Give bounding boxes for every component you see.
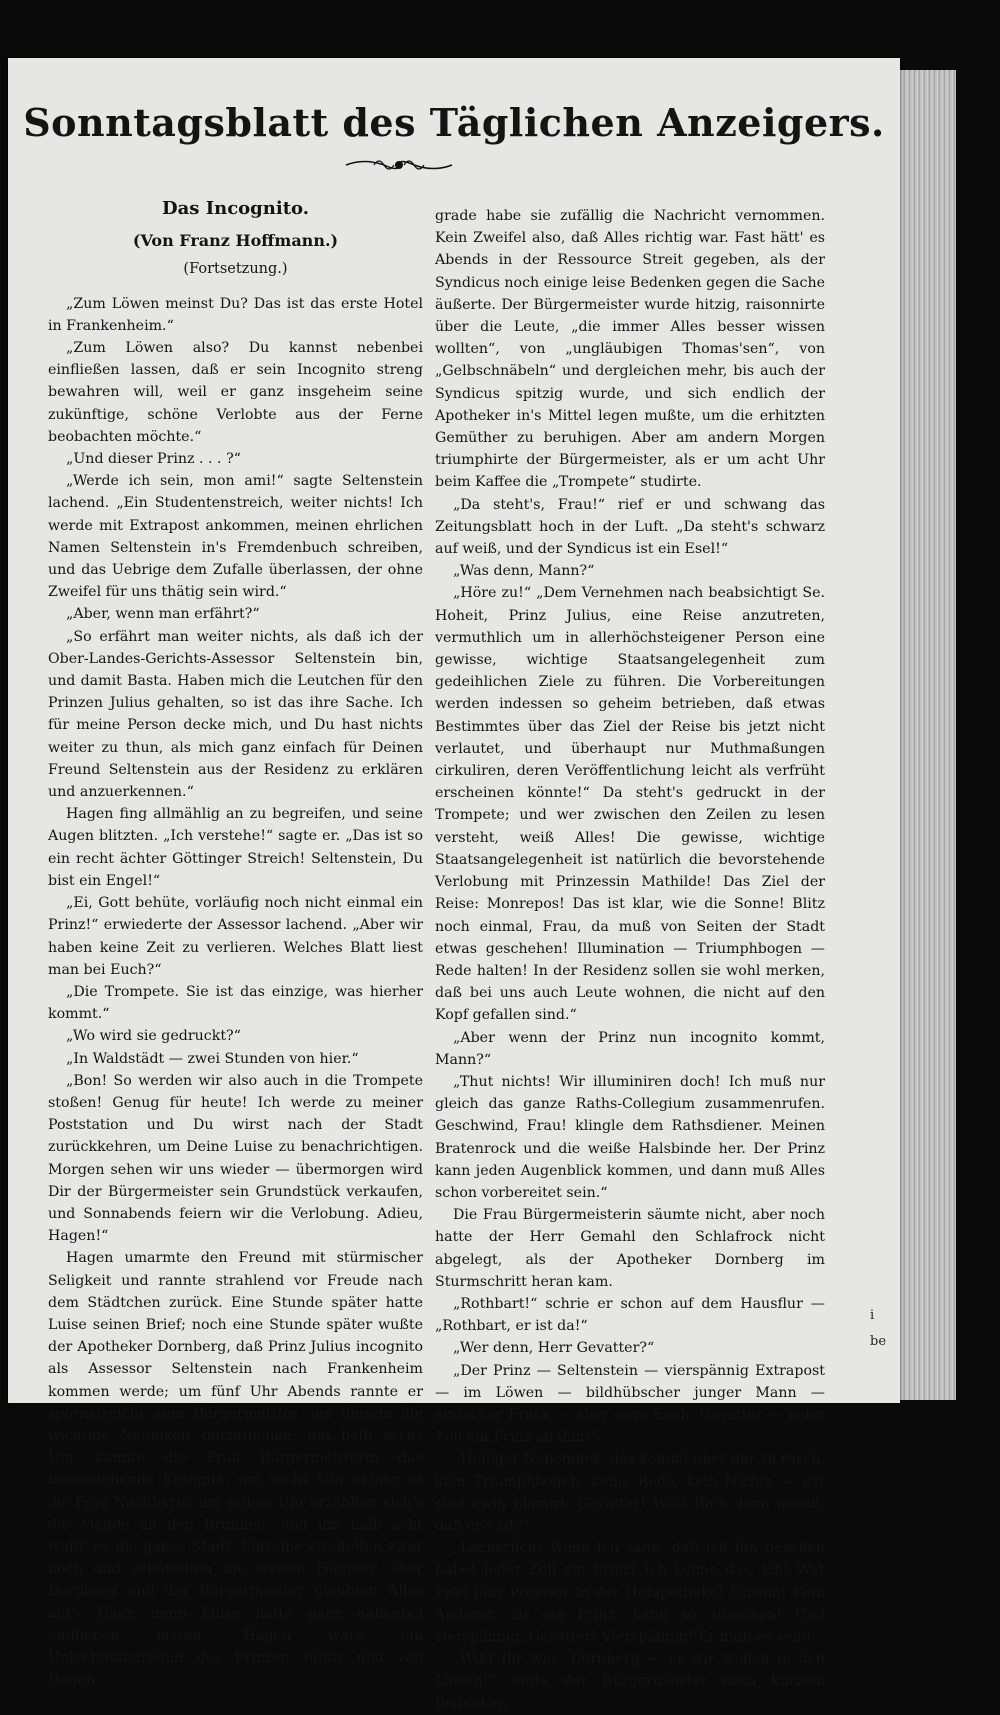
paragraph: Hagen fing allmählig an zu begreifen, und seine Augen blitzten. „Ich verstehe!“ sagte er. „Das ist so ein recht ächter Göttinger Streich! Seltenstein, Du bist ein Engel!“ bbox=[48, 806, 423, 889]
paragraph: „Wißt Ihr was, Dornberg — er wir wollen in den Löwen!“ sagte der Bürgermeister nach kurzem Bedenken. bbox=[435, 1651, 825, 1712]
paragraph: „Zum Löwen also? Du kannst nebenbei einfließen lassen, daß er sein Incognito streng bewahren will, weil er ganz insgeheim seine zukünftige, schöne Verlobte aus der Ferne beobachten möchte.“ bbox=[48, 340, 423, 445]
paragraph: „Wer denn, Herr Gevatter?“ bbox=[453, 1340, 655, 1357]
paragraph: „Bon! So werden wir also auch in die Trompete stoßen! Genug für heute! Ich werde zu meiner Poststation und Du wirst nach der Stadt zurückkehren, um Deine Luise zu benachrichtigen. Morgen sehen wir uns wieder — übermorgen wird Dir der Bürgermeister sein Grundstück verkaufen, und Sonnabends feiern wir die Verlobung. Adieu, Hagen!“ bbox=[48, 1072, 423, 1245]
paragraph: „Lächerlich! Wenn ich sage, daß ich ihn gesehen habe! Jeder Zoll ein Prinz! Ich kenne das, ich! War zwei Jahr Provisor in der Hofapotheke! Unsinn! Kein Anderer, als ein Prinz, kann so aussehen! Und vierspännig, Gevatter! Vierspännig! Er muß es sein!“ bbox=[435, 1540, 825, 1645]
article-author: (Von Franz Hoffmann.) bbox=[132, 231, 339, 251]
paragraph: Die Frau Bürgermeisterin säumte nicht, aber noch hatte der Herr Gemahl den Schlafrock nicht abgelegt, als der Apotheker Dornberg im Sturmschritt heran kam. bbox=[435, 1207, 825, 1290]
paragraph: Hagen umarmte den Freund mit stürmischer Seligkeit und rannte strahlend vor Freude nach dem Städtchen zurück. Eine Stunde später hatte Luise seinen Brief; noch eine Stunde später wußte der Apotheker Dornberg, daß Prinz Julius incognito als Assessor Seltenstein nach Frankenheim kommen werde; um fünf Uhr Abends rannte er spornstreichs zum Bürgermeister, um diesem die wichtige Neuigkeit mitzutheilen; um halb sechs Uhr kannte die Frau Bürgermeisterin das bevorstehende Ereigniß; um sechs Uhr erfuhr es die Frau Nachbarin, um sieben Uhr erzählten sich's die Mägde an den Brunnen, und um halb acht wußt' es die ganze Stadt. Einzelne zweifelten zwar noch und schüttelten die weisen Häupter, aber Dornberg und der Bürgermeister glaubten Alles auf's Haar, denn Luise hatte ganz nebenbei einfließen lassen, Hagen wäre ein Universitätsfreund des Prinzen Julius und von Hagen bbox=[48, 1250, 423, 1689]
masthead-title: Sonntagsblatt des Täglichen Anzeigers. bbox=[23, 100, 885, 145]
paragraph: „Die Trompete. Sie ist das einzige, was hierher kommt.“ bbox=[48, 983, 423, 1023]
paragraph: „Rothbart!“ schrie er schon auf dem Hausflur — „Rothbart, er ist da!“ bbox=[435, 1295, 825, 1335]
paragraph: „Aber, wenn man erfährt?“ bbox=[66, 606, 260, 623]
article-title: Das Incognito. bbox=[162, 198, 309, 219]
paragraph: „So erfährt man weiter nichts, als daß ich der Ober-Landes-Gerichts-Assessor Seltenstein bin, und damit Basta. Haben mich die Leutchen für den Prinzen Julius gehalten, so ist das ihre Sache. Ich für meine Person decke mich, und Du hast nichts weiter zu thun, als mich ganz einfach für Deinen Freund Seltenstein aus der Residenz zu erklären und anzuerkennen.“ bbox=[48, 628, 423, 801]
paragraph: „Da steht's, Frau!“ rief er und schwang das Zeitungsblatt hoch in der Luft. „Da steht's schwarz auf weiß, und der Syndicus ist ein Esel!“ bbox=[435, 496, 825, 558]
paragraph: „Was denn, Mann?“ bbox=[453, 563, 595, 580]
paragraph: grade habe sie zufällig die Nachricht vernommen. Kein Zweifel also, daß Alles richtig war. Fast hätt' es Abends in der Ressource Streit gegeben, als der Syndicus noch einige leise Bedenken gegen die Sache äußerte. Der Bürgermeister wurde hitzig, raisonnirte über die Leute, „die immer Alles besser wissen wollten“, von „ungläubigen Thomas'sen“, von „Gelbschnäbeln“ und dergleichen mehr, bis auch der Syndicus spitzig wurde, und sich endlich der Apotheker in's Mittel legen mußte, um die erhitzten Gemüther zu beruhigen. Aber am andern Morgen triumphirte der Bürgermeister, als er um acht Uhr beim Kaffee die „Trompete“ studirte. bbox=[435, 208, 825, 491]
left-column bbox=[48, 198, 423, 1691]
margin-note: be bbox=[870, 1334, 887, 1349]
paragraph: „Thut nichts! Wir illuminiren doch! Ich muß nur gleich das ganze Raths-Collegium zusammenrufen. Geschwind, Frau! klingle dem Rathsdiener. Meinen Bratenrock und die weiße Halsbinde her. Der Prinz kann jeden Augenblick kommen, und dann muß Alles schon vorbereitet sein.“ bbox=[435, 1073, 825, 1201]
paragraph: „Heiliger Nepomuck, das kommt aber gar zu rasch, kein Triumphbogen, keine Rede, kein Nichts — wir sind ewig blamirt, Gevatter! Wißt Ihr's denn gewiß, daß er's ist?“ bbox=[435, 1451, 825, 1534]
paragraph: „Der Prinz — Seltenstein — vierspännig Extrapost — im Löwen — bildhübscher junger Mann — einfacher Frack — aber sage Euch, Gevatter — jeder Zoll ein Prinz an ihm!“ bbox=[435, 1362, 825, 1446]
paragraph: „In Waldstädt — zwei Stunden von hier.“ bbox=[66, 1050, 359, 1067]
paragraph: „Ei, Gott behüte, vorläufig noch nicht einmal ein Prinz!“ erwiederte der Assessor lachend. „Aber wir haben keine Zeit zu verlieren. Welches Blatt liest man bei Euch?“ bbox=[48, 895, 423, 978]
ornament-divider-icon bbox=[344, 150, 454, 180]
paragraph: „Aber wenn der Prinz nun incognito kommt, Mann?“ bbox=[435, 1029, 825, 1068]
paragraph: „Und dieser Prinz . . . ?“ bbox=[66, 451, 241, 468]
right-column bbox=[435, 205, 825, 1715]
article-continuation: (Fortsetzung.) bbox=[183, 261, 288, 278]
paragraph: „Werde ich sein, mon ami!“ sagte Seltenstein lachend. „Ein Studentenstreich, weiter nichts! Ich werde mit Extrapost ankommen, meinen ehrlichen Namen Seltenstein in's Fremdenbuch schreiben, und das Uebrige dem Zufalle überlassen, der ohne Zweifel für uns thätig sein wird.“ bbox=[48, 473, 423, 601]
paragraph: „Zum Löwen meinst Du? Das ist das erste Hotel in Frankenheim.“ bbox=[48, 295, 423, 334]
paragraph: „Höre zu!“ „Dem Vernehmen nach beabsichtigt Se. Hoheit, Prinz Julius, eine Reise anzutreten, vermuthlich um in allerhöchsteigener Person eine gewisse, wichtige Staatsangelegenheit zum gedeihlichen Ziele zu führen. Die Vorbereitungen werden indessen so geheim betrieben, daß etwas Bestimmtes über das Ziel der Reise bis jetzt nicht verlautet, und überhaupt nur Muthmaßungen cirkuliren, deren Veröffentlichung leicht als verfrüht erscheinen könnte!“ Da steht's gedruckt in der Trompete; und wer zwischen den Zeilen zu lesen versteht, weiß Alles! Die gewisse, wichtige Staatsangelegenheit ist natürlich die bevorstehende Verlobung mit Prinzessin Mathilde! Das Ziel der Reise: Monrepos! Das ist klar, wie die Sonne! Blitz noch einmal, Frau, da muß von Seiten der Stadt etwas geschehen! Illumination — Triumphbogen — Rede halten! In der Residenz sollen sie wohl merken, daß bei uns auch Leute wohnen, die nicht auf den Kopf gefallen sind.“ bbox=[435, 585, 825, 1024]
newspaper-page bbox=[8, 58, 900, 1712]
margin-note: i bbox=[870, 1308, 875, 1323]
paragraph: „Wo wird sie gedruckt?“ bbox=[66, 1028, 241, 1045]
